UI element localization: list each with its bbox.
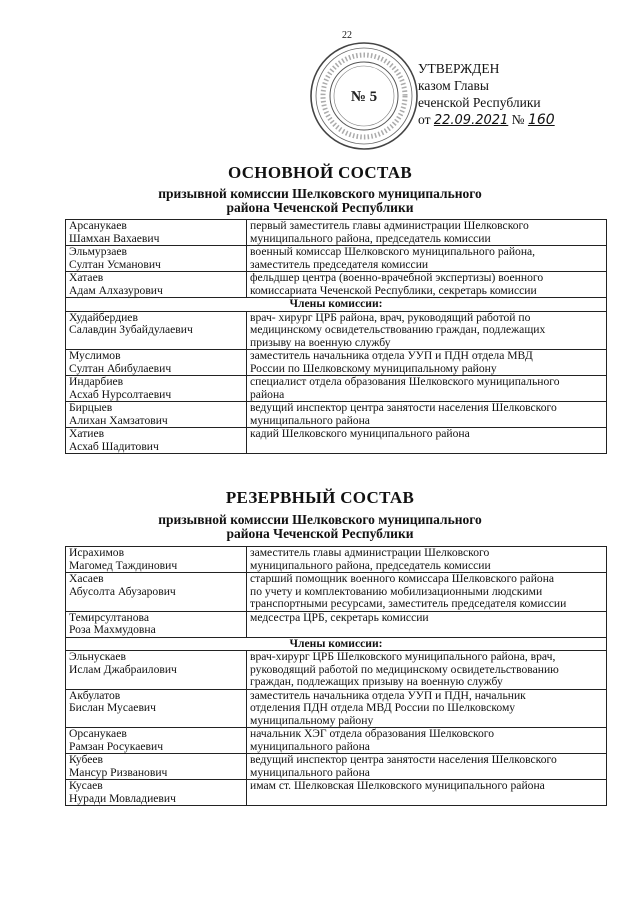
reserve-subtitle-1: призывной комиссии Шелковского муниципального: [158, 512, 482, 527]
role-line: ведущий инспектор центра занятости населения Шелковского: [250, 401, 557, 414]
surname: Хатиев: [69, 427, 105, 440]
person-name-cell: [66, 689, 247, 728]
role-line: военный комиссар Шелковского муниципального района,: [250, 245, 536, 258]
surname: Хасаев: [69, 572, 104, 585]
surname: Худайбердиев: [69, 310, 138, 324]
approval-date-line: [418, 111, 555, 129]
given-name: Султан Абибулаевич: [69, 361, 172, 375]
person-role-cell: [247, 547, 607, 573]
table-row: [66, 780, 607, 806]
table-row: [66, 402, 607, 428]
main-subtitle-2: района Чеченской Республики: [226, 200, 414, 215]
number-prefix: №: [511, 112, 525, 127]
role-line: руководящий работой по медицинскому освидетельствованию: [250, 662, 559, 676]
person-name-cell: [66, 402, 247, 428]
person-name-cell: [66, 780, 247, 806]
members-header-row: [66, 637, 607, 651]
person-name-cell: [66, 350, 247, 376]
person-name-cell: [66, 246, 247, 272]
given-name: Мансур Ризванович: [69, 765, 168, 779]
reserve-roster-body: [66, 547, 607, 806]
surname: Хатаев: [69, 271, 104, 284]
members-header-row: [66, 298, 607, 312]
main-roster-table: [65, 219, 607, 454]
surname: Кубеев: [69, 753, 104, 766]
table-row: [66, 547, 607, 573]
surname: Эльнускаев: [69, 650, 126, 663]
role-line: района: [250, 387, 285, 401]
role-line: фельдшер центра (военно-врачебной экспертизы) военного: [250, 271, 544, 284]
person-role-cell: [247, 376, 607, 402]
role-line: первый заместитель главы администрации Шелковского: [250, 219, 529, 232]
given-name: Бислан Мусаевич: [69, 701, 156, 714]
person-role-cell: [247, 272, 607, 298]
person-role-cell: [247, 728, 607, 754]
given-name: Алихан Хамзатович: [69, 413, 168, 427]
main-subtitle-1: призывной комиссии Шелковского муниципального: [158, 186, 482, 201]
person-role-cell: [247, 246, 607, 272]
role-line: медицинскому освидетельствованию граждан, подлежащих: [250, 323, 546, 336]
main-title: ОСНОВНОЙ СОСТАВ: [227, 163, 412, 182]
person-name-cell: [66, 428, 247, 454]
surname: Акбулатов: [69, 688, 121, 702]
person-name-cell: [66, 220, 247, 246]
role-line: по учету и комплектованию мобилизационными людскими: [250, 584, 543, 598]
person-role-cell: [247, 780, 607, 806]
approval-number: 160: [527, 112, 555, 128]
role-line: старший помощник военного комиссара Шелковского района: [250, 572, 555, 585]
approval-line-3: еченской Республики: [418, 95, 541, 110]
table-row: [66, 350, 607, 376]
surname: Индарбиев: [69, 375, 124, 388]
given-name: Асхаб Нурсолтаевич: [69, 387, 172, 401]
person-role-cell: [247, 220, 607, 246]
person-role-cell: [247, 402, 607, 428]
person-name-cell: [66, 547, 247, 573]
given-name: Асхаб Шадитович: [69, 439, 159, 453]
table-row: [66, 689, 607, 728]
role-line: имам ст. Шелковская Шелковского муниципального района: [250, 779, 545, 792]
members-header: Члены комиссии:: [66, 637, 607, 651]
role-line: врач- хирург ЦРБ района, врач, руководящий работой по: [250, 310, 531, 324]
person-name-cell: [66, 754, 247, 780]
given-name: Абусолта Абузарович: [69, 584, 176, 598]
role-line: медсестра ЦРБ, секретарь комиссии: [250, 610, 429, 624]
surname: Кусаев: [69, 779, 103, 792]
date-prefix: от: [418, 112, 431, 127]
person-name-cell: [66, 573, 247, 612]
reserve-title: РЕЗЕРВНЫЙ СОСТАВ: [225, 488, 415, 507]
role-line: граждан, подлежащих призыву на военную службу: [250, 675, 503, 688]
person-role-cell: [247, 611, 607, 637]
surname: Муслимов: [69, 349, 121, 362]
role-line: комиссариата Чеченской Республики, секретарь комиссии: [250, 283, 537, 297]
surname: Исрахимов: [69, 546, 125, 559]
given-name: Магомед Таждинович: [69, 558, 178, 572]
table-row: [66, 754, 607, 780]
surname: Бирцыев: [69, 401, 113, 414]
person-role-cell: [247, 651, 607, 690]
approval-date: 22.09.2021: [433, 113, 509, 128]
person-name-cell: [66, 651, 247, 690]
person-role-cell: [247, 311, 607, 350]
seal-center-text: № 5: [350, 89, 378, 105]
given-name: Роза Махмудовна: [69, 623, 156, 636]
given-name: Нуради Мовладиевич: [69, 791, 176, 805]
page-number: 22: [342, 30, 352, 41]
members-header: Члены комиссии:: [66, 298, 607, 312]
role-line: кадий Шелковского муниципального района: [250, 427, 470, 440]
role-line: муниципального района: [250, 413, 370, 427]
table-row: [66, 272, 607, 298]
official-seal: [308, 40, 420, 152]
main-roster-body: [66, 220, 607, 454]
table-row: [66, 611, 607, 637]
person-role-cell: [247, 754, 607, 780]
reserve-subtitle-2: района Чеченской Республики: [226, 526, 414, 541]
role-line: муниципального района, председатель комиссии: [250, 558, 491, 572]
surname: Арсанукаев: [69, 219, 127, 232]
table-row: [66, 376, 607, 402]
table-row: [66, 311, 607, 350]
role-line: врач-хирург ЦРБ Шелковского муниципального района, врач,: [250, 650, 556, 663]
role-line: специалист отдела образования Шелковского муниципального: [250, 375, 560, 388]
person-name-cell: [66, 311, 247, 350]
given-name: Ислам Джабраилович: [69, 662, 177, 676]
person-role-cell: [247, 689, 607, 728]
table-row: [66, 573, 607, 612]
table-row: [66, 728, 607, 754]
role-line: заместитель председателя комиссии: [250, 257, 429, 271]
table-row: [66, 428, 607, 454]
person-role-cell: [247, 428, 607, 454]
person-name-cell: [66, 728, 247, 754]
role-line: муниципального района, председатель комиссии: [250, 231, 491, 245]
role-line: ведущий инспектор центра занятости населения Шелковского: [250, 753, 557, 766]
role-line: заместитель главы администрации Шелковского: [250, 546, 490, 559]
person-role-cell: [247, 573, 607, 612]
reserve-roster-table: [65, 546, 607, 806]
given-name: Шамхан Вахаевич: [69, 231, 160, 245]
table-row: [66, 246, 607, 272]
role-line: муниципального района: [250, 739, 370, 753]
role-line: муниципальному району: [250, 713, 374, 727]
role-line: начальник ХЭГ отдела образования Шелковского: [250, 727, 495, 740]
role-line: России по Шелковскому муниципальному району: [250, 361, 497, 375]
given-name: Салавдин Зубайдулаевич: [69, 323, 193, 336]
approval-block: [418, 60, 555, 129]
table-row: [66, 651, 607, 690]
surname: Темирсултанова: [69, 610, 150, 624]
role-line: отделения ПДН отдела МВД России по Шелковскому: [250, 701, 516, 714]
given-name: Адам Алхазурович: [69, 283, 163, 297]
surname: Орсанукаев: [69, 727, 127, 740]
given-name: Рамзан Росукаевич: [69, 739, 164, 753]
approval-line-2: казом Главы: [418, 78, 489, 93]
role-line: заместитель начальника отдела УУП и ПДН отдела МВД: [250, 349, 533, 362]
given-name: Султан Усманович: [69, 257, 161, 271]
approval-title: УТВЕРЖДЕН: [418, 61, 500, 76]
person-name-cell: [66, 611, 247, 637]
role-line: транспортными ресурсами, заместитель председателя комиссии: [250, 597, 567, 610]
person-name-cell: [66, 376, 247, 402]
surname: Эльмурзаев: [69, 245, 127, 258]
table-row: [66, 220, 607, 246]
role-line: призыву на военную службу: [250, 335, 391, 349]
role-line: заместитель начальника отдела УУП и ПДН, начальник: [250, 688, 526, 702]
person-name-cell: [66, 272, 247, 298]
person-role-cell: [247, 350, 607, 376]
role-line: муниципального района: [250, 765, 370, 779]
